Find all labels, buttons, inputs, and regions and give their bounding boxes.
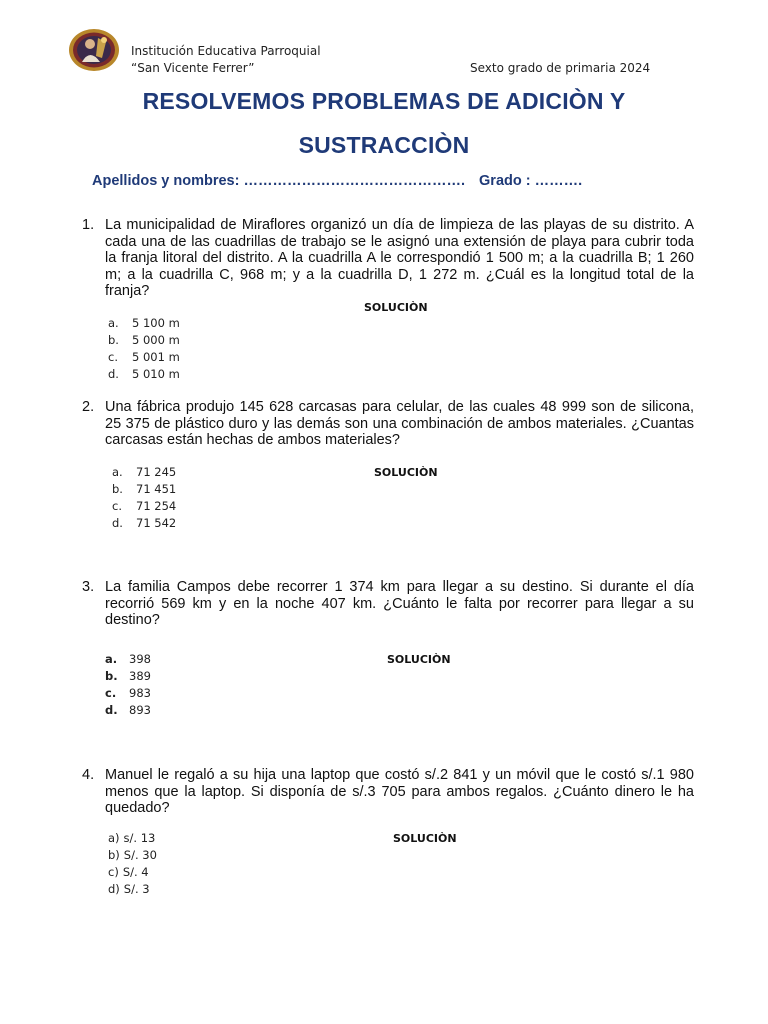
option-value: S/. 4: [122, 865, 149, 879]
option-item: [112, 515, 176, 532]
question-4: [82, 767, 694, 817]
option-value: 389: [129, 669, 151, 683]
option-value: 398: [129, 652, 151, 666]
options-list: [108, 830, 157, 898]
option-value: 5 010 m: [132, 367, 180, 381]
question-number: 1.: [82, 217, 95, 233]
question-number: 3.: [82, 579, 95, 595]
option-letter: a.: [112, 465, 123, 479]
option-value: 5 001 m: [132, 350, 180, 364]
question-2: [82, 399, 694, 449]
option-letter: c): [108, 865, 119, 879]
question-text: La municipalidad de Miraflores organizó un día de limpieza de las playas de su distrito. A cada una de las cuadrillas de trabajo se le asignó una extensión de playa para cubrir toda la franja litoral del distrito. A la cuadrilla A le correspondió 1 500 m; a la cuadrilla B; 1 260 m; a la cuadrilla C, 968 m; y a la cuadrilla D, 1 272 m. ¿Cuál es la longitud total de la franja?: [105, 217, 694, 300]
option-value: 71 542: [136, 516, 177, 530]
option-letter: c.: [112, 499, 122, 513]
option-letter: d.: [108, 367, 119, 381]
institution-name: Institución Educativa Parroquial: [131, 44, 321, 58]
name-field-label: Apellidos y nombres: ……………………………………….: [92, 173, 465, 189]
option-letter: c.: [105, 686, 117, 700]
option-item: [108, 332, 180, 349]
option-value: 893: [129, 703, 151, 717]
option-item: [105, 702, 151, 719]
question-3: [82, 579, 694, 629]
option-item: [105, 685, 151, 702]
option-item: [108, 881, 157, 898]
solution-label: SOLUCIÒN: [374, 466, 438, 479]
option-item: [108, 315, 180, 332]
options-list: [112, 464, 176, 532]
option-item: [108, 864, 157, 881]
question-1: [82, 217, 694, 300]
page-title-line1: RESOLVEMOS PROBLEMAS DE ADICIÒN Y: [142, 88, 626, 114]
option-letter: d): [108, 882, 120, 896]
option-letter: a): [108, 831, 120, 845]
option-item: [112, 464, 176, 481]
solution-label: SOLUCIÒN: [364, 301, 428, 314]
option-letter: a.: [108, 316, 119, 330]
institution-school: “San Vicente Ferrer”: [131, 61, 255, 75]
option-item: [108, 830, 157, 847]
solution-label: SOLUCIÒN: [393, 832, 457, 845]
option-value: 71 254: [136, 499, 177, 513]
grade-field-label: Grado : ……….: [479, 173, 583, 189]
option-value: 5 000 m: [132, 333, 180, 347]
options-list: [108, 315, 180, 383]
option-value: S/. 30: [123, 848, 157, 862]
question-text: Manuel le regaló a su hija una laptop que costó s/.2 841 y un móvil que le costó s/.1 980 menos que la laptop. Si disponía de s/.3 705 para ambos regalos. ¿Cuánto dinero le ha quedado?: [105, 767, 694, 817]
question-number: 2.: [82, 399, 95, 415]
solution-label: SOLUCIÒN: [387, 653, 451, 666]
option-value: s/. 13: [123, 831, 156, 845]
options-list: [105, 651, 151, 719]
option-value: 71 245: [136, 465, 177, 479]
option-item: [112, 498, 176, 515]
option-value: S/. 3: [123, 882, 150, 896]
student-info: [92, 173, 592, 189]
option-item: [112, 481, 176, 498]
option-letter: b.: [105, 669, 118, 683]
page-title-line2: SUSTRACCIÒN: [298, 132, 470, 158]
option-letter: d.: [105, 703, 118, 717]
option-letter: d.: [112, 516, 123, 530]
option-letter: b.: [108, 333, 119, 347]
option-value: 983: [129, 686, 151, 700]
option-item: [108, 349, 180, 366]
grade-year: Sexto grado de primaria 2024: [470, 61, 651, 75]
option-letter: b): [108, 848, 120, 862]
question-text: La familia Campos debe recorrer 1 374 km para llegar a su destino. Si durante el día recorrió 569 km y en la noche 407 km. ¿Cuánto le falta por recorrer para llegar a su destino?: [105, 579, 694, 629]
option-letter: b.: [112, 482, 123, 496]
question-text: Una fábrica produjo 145 628 carcasas para celular, de las cuales 48 999 son de silicona, 25 375 de plástico duro y las demás son una combinación de ambos materiales. ¿Cuantas carcasas están hechas de ambos materiales?: [105, 399, 694, 449]
option-item: [108, 366, 180, 383]
option-letter: a.: [105, 652, 118, 666]
option-value: 71 451: [136, 482, 177, 496]
question-number: 4.: [82, 767, 95, 783]
school-logo: [68, 28, 120, 72]
option-letter: c.: [108, 350, 118, 364]
option-value: 5 100 m: [132, 316, 180, 330]
option-item: [105, 668, 151, 685]
option-item: [105, 651, 151, 668]
option-item: [108, 847, 157, 864]
